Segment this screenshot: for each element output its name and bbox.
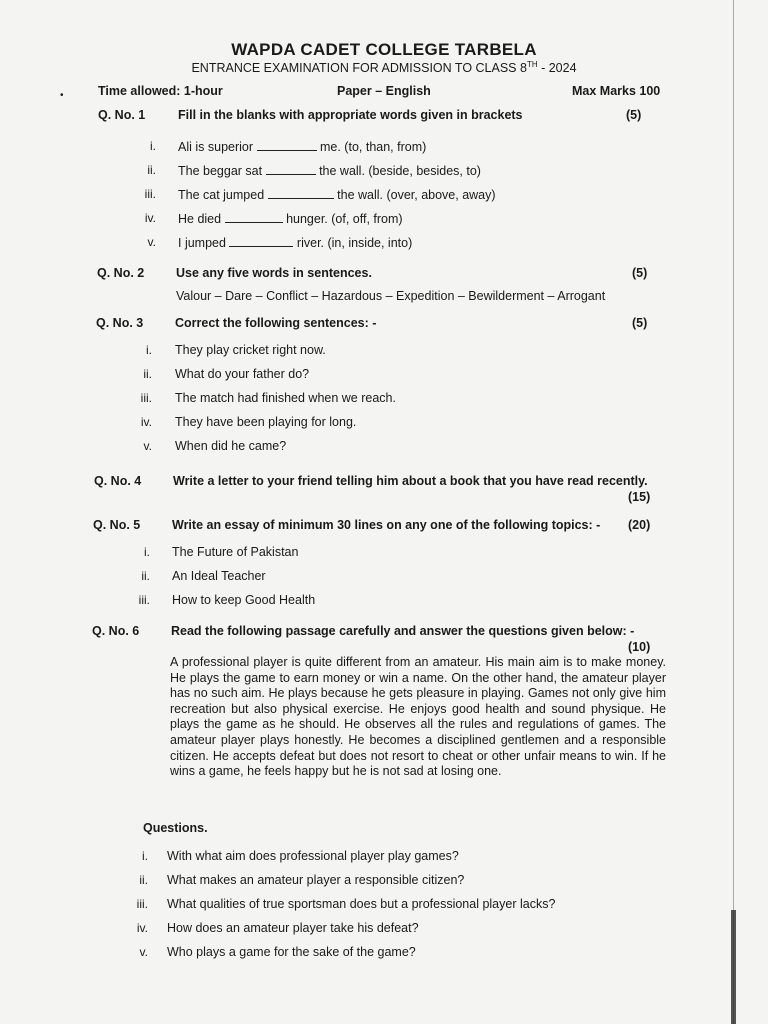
q1-item: [178, 211, 403, 226]
q5-item-number: i.: [144, 545, 150, 559]
q6-question-number: ii.: [139, 873, 148, 887]
q1-item: [178, 163, 481, 178]
q5-item-number: iii.: [138, 593, 150, 607]
q1-instruction: Fill in the blanks with appropriate words given in brackets: [178, 108, 523, 122]
q2-instruction: Use any five words in sentences.: [176, 266, 372, 280]
q6-question: Who plays a game for the sake of the game?: [167, 945, 416, 959]
q1-item-options: the wall. (over, above, away): [337, 188, 496, 202]
q6-question: What makes an amateur player a responsible citizen?: [167, 873, 465, 887]
q5-item-number: ii.: [141, 569, 150, 583]
q6-question: How does an amateur player take his defeat?: [167, 921, 419, 935]
fill-blank: [268, 187, 334, 199]
page-subtitle: [0, 60, 768, 75]
q1-item-text: The beggar sat: [178, 164, 263, 178]
scan-edge-line: [733, 0, 734, 1024]
q4-instruction: Write a letter to your friend telling him about a book that you have read recently.: [173, 474, 648, 488]
q3-item-number: iii.: [140, 391, 152, 405]
q1-item-options: river. (in, inside, into): [296, 236, 413, 250]
q1-item-options: the wall. (beside, besides, to): [319, 164, 481, 178]
q1-item-text: Ali is superior: [178, 140, 254, 154]
page-title: WAPDA CADET COLLEGE TARBELA: [231, 40, 537, 59]
q1-item-number: v.: [147, 235, 156, 249]
q6-question-number: i.: [142, 849, 148, 863]
q3-marks: (5): [632, 316, 648, 330]
q1-item-number: iii.: [144, 187, 156, 201]
fill-blank: [229, 235, 293, 247]
q2-number: Q. No. 2: [97, 266, 145, 280]
q5-number: Q. No. 5: [93, 518, 141, 532]
paper-name: Paper – English: [337, 84, 431, 98]
fill-blank: [225, 211, 283, 223]
scan-dot-mark: •: [60, 90, 64, 101]
questions-heading: Questions.: [143, 821, 208, 835]
q6-question-number: iv.: [136, 921, 148, 935]
q5-marks: (20): [628, 518, 651, 532]
q6-number: Q. No. 6: [92, 624, 140, 638]
time-allowed: Time allowed: 1-hour: [98, 84, 223, 98]
subtitle-superscript: TH: [526, 60, 538, 69]
q3-item-text: They have been playing for long.: [175, 415, 357, 429]
q1-item-text: I jumped: [178, 236, 226, 250]
q3-instruction: Correct the following sentences: -: [175, 316, 377, 330]
q6-question: What qualities of true sportsman does but a professional player lacks?: [167, 897, 556, 911]
q1-marks: (5): [626, 108, 642, 122]
scan-edge-shadow: [731, 910, 736, 1024]
q6-question-number: iii.: [136, 897, 148, 911]
q3-item-number: v.: [143, 439, 152, 453]
q6-marks: (10): [628, 640, 651, 654]
q6-instruction: Read the following passage carefully and answer the questions given below: -: [171, 624, 635, 638]
subtitle-text: ENTRANCE EXAMINATION FOR ADMISSION TO CLASS 8: [191, 61, 527, 76]
q5-topic: An Ideal Teacher: [172, 569, 266, 583]
q4-marks: (15): [628, 490, 651, 504]
q2-marks: (5): [632, 266, 648, 280]
q3-item-text: When did he came?: [175, 439, 287, 453]
q4-number: Q. No. 4: [94, 474, 142, 488]
q5-topic: How to keep Good Health: [172, 593, 316, 607]
max-marks: Max Marks 100: [572, 84, 661, 98]
q1-number: Q. No. 1: [98, 108, 146, 122]
q5-topic: The Future of Pakistan: [172, 545, 299, 559]
q1-item-number: i.: [150, 139, 156, 153]
q3-item-text: They play cricket right now.: [175, 343, 326, 357]
q1-item-text: He died: [178, 212, 222, 226]
reading-passage: A professional player is quite different from an amateur. His main aim is to make money. He plays the game to earn money or win a name. On the other hand, the amateur player has no such aim. He plays because he gets pleasure in playing. Games not only give him recreation but also physical exercise. He enjoys good health and sound physique. He plays the game as he should. He observes all the rules and regulations of games. The amateur player plays honestly. He becomes a disciplined gentlemen and a responsible citizen. He accepts defeat but does not resort to cheat or other unfair means to win. If he wins a game, he feels happy but he is not sad at losing one.: [170, 655, 666, 779]
q1-item-text: The cat jumped: [178, 188, 265, 202]
q6-question-number: v.: [139, 945, 148, 959]
q3-item-text: What do your father do?: [175, 367, 310, 381]
q5-instruction: Write an essay of minimum 30 lines on any one of the following topics: -: [172, 518, 601, 532]
fill-blank: [266, 163, 316, 175]
q3-number: Q. No. 3: [96, 316, 144, 330]
subtitle-year: - 2024: [537, 61, 577, 76]
q1-item: [178, 139, 426, 154]
fill-blank: [257, 139, 317, 151]
q3-item-number: ii.: [143, 367, 152, 381]
q3-item-number: i.: [146, 343, 152, 357]
q2-word-list: Valour – Dare – Conflict – Hazardous – Expedition – Bewilderment – Arrogant: [176, 289, 606, 303]
q1-item-number: iv.: [144, 211, 156, 225]
q1-item-options: me. (to, than, from): [320, 140, 427, 154]
q3-item-text: The match had finished when we reach.: [175, 391, 396, 405]
q6-question: With what aim does professional player play games?: [167, 849, 459, 863]
q1-item-number: ii.: [147, 163, 156, 177]
q1-item: [178, 187, 496, 202]
q1-item-options: hunger. (of, off, from): [286, 212, 403, 226]
q3-item-number: iv.: [140, 415, 152, 429]
q1-item: [178, 235, 412, 250]
